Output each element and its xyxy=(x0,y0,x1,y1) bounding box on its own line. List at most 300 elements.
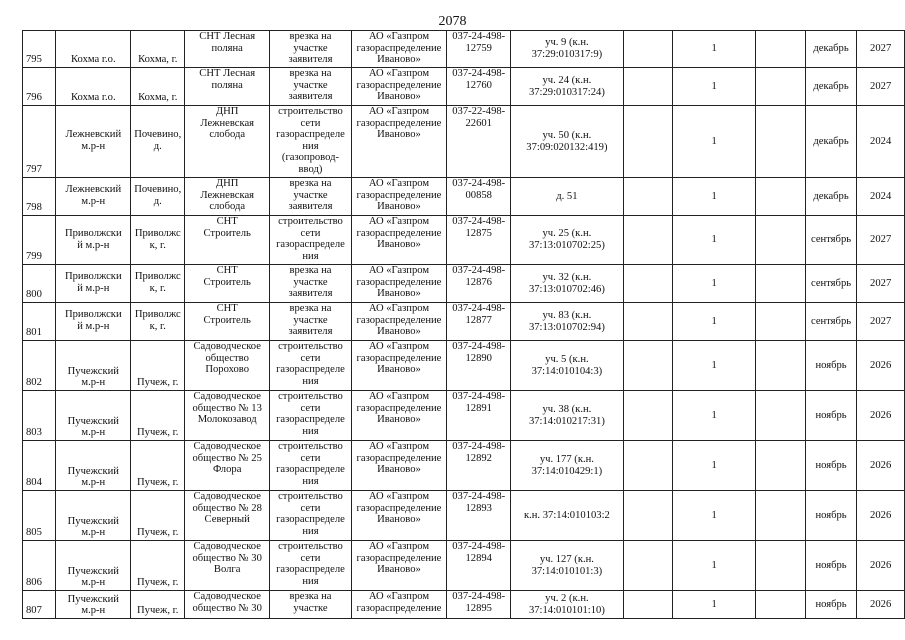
month-cell-text: декабрь xyxy=(813,80,849,92)
empty-cell xyxy=(623,216,672,265)
row-number-text: 801 xyxy=(26,327,42,339)
settlement-cell xyxy=(131,31,185,68)
organization-cell-text: АО «Газпром газораспределение Иваново» xyxy=(356,265,442,300)
table-row xyxy=(23,491,905,541)
empty-cell xyxy=(623,591,672,619)
month-cell-text: ноябрь xyxy=(815,359,847,371)
settlement-cell xyxy=(131,541,185,591)
empty-cell xyxy=(623,541,672,591)
application-code-cell xyxy=(447,178,511,216)
district-cell-text: Приволжски й м.р-н xyxy=(64,271,122,294)
empty-cell xyxy=(756,541,805,591)
year-cell xyxy=(857,391,905,441)
application-code-cell-text: 037-24-498- 12877 xyxy=(452,303,506,326)
year-cell-text: 2026 xyxy=(870,509,892,521)
row-number-text: 805 xyxy=(26,527,42,539)
table-row xyxy=(23,541,905,591)
year-cell-text: 2026 xyxy=(870,359,892,371)
year-cell xyxy=(857,68,905,106)
month-cell xyxy=(805,106,857,178)
quantity-cell-text: 1 xyxy=(711,277,717,289)
object-cell xyxy=(185,591,270,619)
settlement-cell-text: Почевино, д. xyxy=(134,129,182,152)
address-cell xyxy=(511,31,623,68)
year-cell xyxy=(857,441,905,491)
organization-cell xyxy=(351,31,447,68)
district-cell-text: Кохма г.о. xyxy=(71,92,116,104)
address-cell xyxy=(511,441,623,491)
quantity-cell-text: 1 xyxy=(711,80,717,92)
month-cell-text: ноябрь xyxy=(815,559,847,571)
row-number xyxy=(23,216,56,265)
organization-cell xyxy=(351,216,447,265)
quantity-cell xyxy=(672,341,756,391)
address-cell xyxy=(511,68,623,106)
organization-cell-text: АО «Газпром газораспределение Иваново» xyxy=(356,178,442,213)
application-code-cell-text: 037-24-498- 00858 xyxy=(452,178,506,201)
object-cell xyxy=(185,303,270,341)
work-type-cell-text: строительство сети газораспределе ния (газопровод- ввод) xyxy=(276,106,345,175)
month-cell xyxy=(805,591,857,619)
settlement-cell xyxy=(131,216,185,265)
work-type-cell-text: строительство сети газораспределе ния xyxy=(276,216,345,262)
year-cell-text: 2027 xyxy=(870,234,892,246)
application-code-cell-text: 037-24-498- 12890 xyxy=(452,341,506,364)
application-code-cell-text: 037-24-498- 12891 xyxy=(452,391,506,414)
object-cell-text: СНТ Строитель xyxy=(203,303,251,326)
object-cell-text: СНТ Строитель xyxy=(203,265,251,288)
month-cell-text: ноябрь xyxy=(815,598,847,610)
month-cell-text: декабрь xyxy=(813,43,849,55)
organization-cell-text: АО «Газпром газораспределение Иваново» xyxy=(356,303,442,338)
organization-cell-text: АО «Газпром газораспределение Иваново» xyxy=(356,106,442,141)
object-cell-text: СНТ Лесная поляна xyxy=(199,31,256,54)
quantity-cell-text: 1 xyxy=(711,135,717,147)
month-cell xyxy=(805,178,857,216)
quantity-cell xyxy=(672,216,756,265)
month-cell xyxy=(805,265,857,303)
empty-cell xyxy=(756,178,805,216)
object-cell-text: ДНП Лежневская слобода xyxy=(200,106,255,141)
year-cell-text: 2027 xyxy=(870,43,892,55)
table-row xyxy=(23,591,905,619)
district-cell xyxy=(56,391,131,441)
year-cell-text: 2026 xyxy=(870,598,892,610)
object-cell-text: СНТ Строитель xyxy=(203,216,251,239)
address-cell xyxy=(511,265,623,303)
address-cell xyxy=(511,391,623,441)
object-cell xyxy=(185,265,270,303)
district-cell-text: Приволжски й м.р-н xyxy=(64,309,122,332)
organization-cell xyxy=(351,68,447,106)
settlement-cell-text: Пучеж, г. xyxy=(137,427,179,439)
work-type-cell-text: строительство сети газораспределе ния xyxy=(276,341,345,387)
organization-cell-text: АО «Газпром газораспределение Иваново» xyxy=(356,441,442,476)
month-cell-text: сентябрь xyxy=(810,315,852,327)
address-cell xyxy=(511,303,623,341)
application-code-cell-text: 037-24-498- 12893 xyxy=(452,491,506,514)
row-number xyxy=(23,31,56,68)
application-code-cell xyxy=(447,68,511,106)
application-code-cell xyxy=(447,391,511,441)
address-cell-text: уч. 177 (к.н. 37:14:010429:1) xyxy=(531,453,603,477)
quantity-cell xyxy=(672,491,756,541)
work-type-cell xyxy=(270,491,351,541)
empty-cell xyxy=(756,341,805,391)
application-code-cell xyxy=(447,591,511,619)
row-number xyxy=(23,341,56,391)
settlement-cell-text: Пучеж, г. xyxy=(137,477,179,489)
table-row xyxy=(23,68,905,106)
organization-cell xyxy=(351,591,447,619)
application-code-cell-text: 037-24-498- 12760 xyxy=(452,68,506,91)
work-type-cell xyxy=(270,68,351,106)
month-cell xyxy=(805,491,857,541)
quantity-cell xyxy=(672,68,756,106)
district-cell-text: Лежневский м.р-н xyxy=(65,129,122,152)
address-cell xyxy=(511,591,623,619)
organization-cell-text: АО «Газпром газораспределение Иваново» xyxy=(356,216,442,251)
row-number-text: 807 xyxy=(26,605,42,617)
application-code-cell xyxy=(447,303,511,341)
year-cell-text: 2026 xyxy=(870,559,892,571)
row-number xyxy=(23,178,56,216)
application-code-cell-text: 037-24-498- 12875 xyxy=(452,216,506,239)
object-cell-text: Садоводческое общество № 28 Северный xyxy=(192,491,262,526)
address-cell xyxy=(511,178,623,216)
settlement-cell-text: Почевино, д. xyxy=(134,184,182,207)
year-cell xyxy=(857,341,905,391)
quantity-cell xyxy=(672,391,756,441)
application-code-cell xyxy=(447,216,511,265)
settlement-cell xyxy=(131,178,185,216)
object-cell xyxy=(185,68,270,106)
work-type-cell xyxy=(270,341,351,391)
row-number-text: 806 xyxy=(26,577,42,589)
organization-cell xyxy=(351,106,447,178)
district-cell xyxy=(56,491,131,541)
month-cell xyxy=(805,303,857,341)
work-type-cell-text: строительство сети газораспределе ния xyxy=(276,491,345,537)
month-cell-text: декабрь xyxy=(813,135,849,147)
address-cell-text: уч. 83 (к.н. 37:13:010702:94) xyxy=(528,309,605,333)
row-number-text: 800 xyxy=(26,289,42,301)
work-type-cell-text: строительство сети газораспределе ния xyxy=(276,441,345,487)
quantity-cell xyxy=(672,541,756,591)
month-cell xyxy=(805,31,857,68)
month-cell xyxy=(805,441,857,491)
object-cell-text: Садоводческое общество № 25 Флора xyxy=(192,441,262,476)
district-cell xyxy=(56,265,131,303)
work-type-cell-text: строительство сети газораспределе ния xyxy=(276,391,345,437)
address-cell-text: уч. 127 (к.н. 37:14:010101:3) xyxy=(531,553,603,577)
object-cell xyxy=(185,541,270,591)
settlement-cell xyxy=(131,68,185,106)
month-cell xyxy=(805,541,857,591)
settlement-cell-text: Пучеж, г. xyxy=(137,527,179,539)
district-cell-text: Кохма г.о. xyxy=(71,54,116,66)
empty-cell xyxy=(756,441,805,491)
row-number xyxy=(23,391,56,441)
address-cell-text: уч. 5 (к.н. 37:14:010104:3) xyxy=(531,353,603,377)
application-code-cell xyxy=(447,265,511,303)
table-row xyxy=(23,303,905,341)
organization-cell-text: АО «Газпром газораспределение Иваново» xyxy=(356,68,442,103)
page-number: 2078 xyxy=(438,14,467,29)
row-number-text: 796 xyxy=(26,92,42,104)
month-cell-text: ноябрь xyxy=(815,509,847,521)
work-type-cell xyxy=(270,31,351,68)
application-code-cell xyxy=(447,341,511,391)
organization-cell xyxy=(351,178,447,216)
quantity-cell xyxy=(672,106,756,178)
district-cell xyxy=(56,68,131,106)
table-row xyxy=(23,391,905,441)
settlement-cell xyxy=(131,591,185,619)
address-cell-text: уч. 38 (к.н. 37:14:010217:31) xyxy=(528,403,605,427)
district-cell-text: Пучежский м.р-н xyxy=(67,365,119,389)
address-cell xyxy=(511,541,623,591)
object-cell-text: Садоводческое общество № 30 Волга xyxy=(192,541,262,576)
address-cell-text: к.н. 37:14:010103:2 xyxy=(523,509,610,521)
year-cell xyxy=(857,491,905,541)
organization-cell-text: АО «Газпром газораспределение Иваново» xyxy=(356,31,442,66)
work-type-cell xyxy=(270,591,351,619)
empty-cell xyxy=(756,216,805,265)
address-cell xyxy=(511,491,623,541)
empty-cell xyxy=(623,31,672,68)
district-cell-text: Пучежский м.р-н xyxy=(67,515,119,539)
row-number xyxy=(23,591,56,619)
row-number-text: 798 xyxy=(26,202,42,214)
quantity-cell xyxy=(672,591,756,619)
address-cell-text: уч. 32 (к.н. 37:13:010702:46) xyxy=(528,271,605,295)
year-cell xyxy=(857,541,905,591)
year-cell-text: 2026 xyxy=(870,459,892,471)
quantity-cell xyxy=(672,441,756,491)
application-code-cell xyxy=(447,491,511,541)
organization-cell xyxy=(351,303,447,341)
address-cell-text: д. 51 xyxy=(556,190,578,202)
work-type-cell-text: врезка на участке xyxy=(289,591,332,614)
object-cell-text: Садоводческое общество № 13 Молокозавод xyxy=(192,391,262,426)
work-type-cell-text: врезка на участке заявителя xyxy=(288,303,333,338)
year-cell-text: 2027 xyxy=(870,277,892,289)
address-cell-text: уч. 2 (к.н. 37:14:010101:10) xyxy=(528,592,605,616)
work-type-cell xyxy=(270,441,351,491)
month-cell xyxy=(805,68,857,106)
organization-cell-text: АО «Газпром газораспределение Иваново» xyxy=(356,541,442,576)
application-code-cell xyxy=(447,31,511,68)
empty-cell xyxy=(756,265,805,303)
row-number-text: 799 xyxy=(26,251,42,263)
application-code-cell-text: 037-24-498- 12892 xyxy=(452,441,506,464)
object-cell-text: СНТ Лесная поляна xyxy=(199,68,256,91)
district-cell xyxy=(56,216,131,265)
district-cell xyxy=(56,441,131,491)
object-cell xyxy=(185,178,270,216)
gasification-schedule-table xyxy=(22,30,905,619)
settlement-cell-text: Приволжс к, г. xyxy=(134,227,181,251)
settlement-cell-text: Пучеж, г. xyxy=(137,577,179,589)
work-type-cell xyxy=(270,303,351,341)
quantity-cell xyxy=(672,31,756,68)
empty-cell xyxy=(756,391,805,441)
object-cell xyxy=(185,106,270,178)
table-row xyxy=(23,265,905,303)
settlement-cell xyxy=(131,441,185,491)
empty-cell xyxy=(623,341,672,391)
year-cell-text: 2027 xyxy=(870,315,892,327)
month-cell xyxy=(805,391,857,441)
district-cell-text: Приволжски й м.р-н xyxy=(64,227,122,251)
work-type-cell-text: врезка на участке заявителя xyxy=(288,31,333,66)
year-cell xyxy=(857,265,905,303)
row-number xyxy=(23,541,56,591)
month-cell xyxy=(805,341,857,391)
organization-cell xyxy=(351,341,447,391)
work-type-cell xyxy=(270,178,351,216)
quantity-cell-text: 1 xyxy=(711,190,717,202)
settlement-cell xyxy=(131,106,185,178)
empty-cell xyxy=(756,491,805,541)
quantity-cell-text: 1 xyxy=(711,43,717,55)
year-cell-text: 2024 xyxy=(870,190,892,202)
district-cell-text: Пучежский м.р-н xyxy=(67,465,119,489)
empty-cell xyxy=(623,491,672,541)
object-cell-text: Садоводческое общество Порохово xyxy=(193,341,261,376)
address-cell xyxy=(511,106,623,178)
year-cell xyxy=(857,591,905,619)
district-cell xyxy=(56,178,131,216)
district-cell xyxy=(56,303,131,341)
address-cell-text: уч. 25 (к.н. 37:13:010702:25) xyxy=(528,228,605,251)
work-type-cell-text: врезка на участке заявителя xyxy=(288,178,333,213)
empty-cell xyxy=(623,391,672,441)
month-cell xyxy=(805,216,857,265)
row-number-text: 803 xyxy=(26,427,42,439)
year-cell-text: 2024 xyxy=(870,135,892,147)
month-cell-text: декабрь xyxy=(813,190,849,202)
row-number xyxy=(23,441,56,491)
month-cell-text: ноябрь xyxy=(815,459,847,471)
application-code-cell-text: 037-24-498- 12894 xyxy=(452,541,506,564)
district-cell xyxy=(56,541,131,591)
application-code-cell xyxy=(447,106,511,178)
organization-cell xyxy=(351,265,447,303)
district-cell-text: Пучежский м.р-н xyxy=(67,415,119,439)
organization-cell-text: АО «Газпром газораспределение Иваново» xyxy=(356,391,442,426)
settlement-cell-text: Приволжс к, г. xyxy=(134,309,181,332)
object-cell xyxy=(185,391,270,441)
district-cell xyxy=(56,591,131,619)
application-code-cell-text: 037-24-498- 12759 xyxy=(452,31,506,54)
table-row xyxy=(23,341,905,391)
organization-cell-text: АО «Газпром газораспределение Иваново» xyxy=(356,341,442,376)
application-code-cell-text: 037-24-498- 12895 xyxy=(452,591,506,614)
settlement-cell-text: Приволжс к, г. xyxy=(134,271,181,294)
settlement-cell-text: Кохма, г. xyxy=(138,92,178,104)
organization-cell-text: АО «Газпром газораспределение Иваново» xyxy=(356,491,442,526)
quantity-cell xyxy=(672,178,756,216)
application-code-cell xyxy=(447,541,511,591)
object-cell xyxy=(185,441,270,491)
settlement-cell xyxy=(131,265,185,303)
row-number-text: 797 xyxy=(26,164,42,176)
work-type-cell-text: строительство сети газораспределе ния xyxy=(276,541,345,587)
address-cell xyxy=(511,216,623,265)
row-number-text: 804 xyxy=(26,477,42,489)
empty-cell xyxy=(623,106,672,178)
district-cell-text: Пучежский м.р-н xyxy=(67,565,119,589)
quantity-cell-text: 1 xyxy=(711,459,717,471)
work-type-cell xyxy=(270,216,351,265)
table-body xyxy=(23,31,905,619)
organization-cell xyxy=(351,441,447,491)
row-number xyxy=(23,68,56,106)
empty-cell xyxy=(623,68,672,106)
empty-cell xyxy=(756,303,805,341)
work-type-cell xyxy=(270,265,351,303)
organization-cell xyxy=(351,491,447,541)
empty-cell xyxy=(756,31,805,68)
quantity-cell-text: 1 xyxy=(711,359,717,371)
row-number-text: 802 xyxy=(26,377,42,389)
object-cell-text: Садоводческое общество № 30 xyxy=(192,591,262,614)
quantity-cell-text: 1 xyxy=(711,315,717,327)
table-row xyxy=(23,216,905,265)
object-cell xyxy=(185,31,270,68)
quantity-cell-text: 1 xyxy=(711,509,717,521)
district-cell xyxy=(56,106,131,178)
table-row xyxy=(23,178,905,216)
table-row xyxy=(23,441,905,491)
settlement-cell-text: Пучеж, г. xyxy=(137,377,179,389)
row-number xyxy=(23,265,56,303)
row-number xyxy=(23,303,56,341)
year-cell xyxy=(857,178,905,216)
address-cell-text: уч. 24 (к.н. 37:29:010317:24) xyxy=(528,74,605,98)
row-number xyxy=(23,106,56,178)
district-cell-text: Пучежский м.р-н xyxy=(67,593,119,617)
table-row xyxy=(23,31,905,68)
quantity-cell-text: 1 xyxy=(711,409,717,421)
empty-cell xyxy=(623,441,672,491)
work-type-cell-text: врезка на участке заявителя xyxy=(288,68,333,103)
empty-cell xyxy=(623,178,672,216)
object-cell xyxy=(185,491,270,541)
work-type-cell xyxy=(270,391,351,441)
settlement-cell xyxy=(131,391,185,441)
month-cell-text: сентябрь xyxy=(810,234,852,246)
work-type-cell xyxy=(270,106,351,178)
row-number xyxy=(23,491,56,541)
empty-cell xyxy=(756,68,805,106)
row-number-text: 795 xyxy=(26,54,42,66)
year-cell xyxy=(857,216,905,265)
address-cell-text: уч. 50 (к.н. 37:09:020132:419) xyxy=(526,129,608,153)
empty-cell xyxy=(756,591,805,619)
settlement-cell xyxy=(131,341,185,391)
address-cell xyxy=(511,341,623,391)
address-cell-text: уч. 9 (к.н. 37:29:010317:9) xyxy=(531,37,603,60)
year-cell-text: 2026 xyxy=(870,409,892,421)
quantity-cell-text: 1 xyxy=(711,559,717,571)
application-code-cell xyxy=(447,441,511,491)
settlement-cell xyxy=(131,491,185,541)
table-row xyxy=(23,106,905,178)
month-cell-text: сентябрь xyxy=(810,277,852,289)
